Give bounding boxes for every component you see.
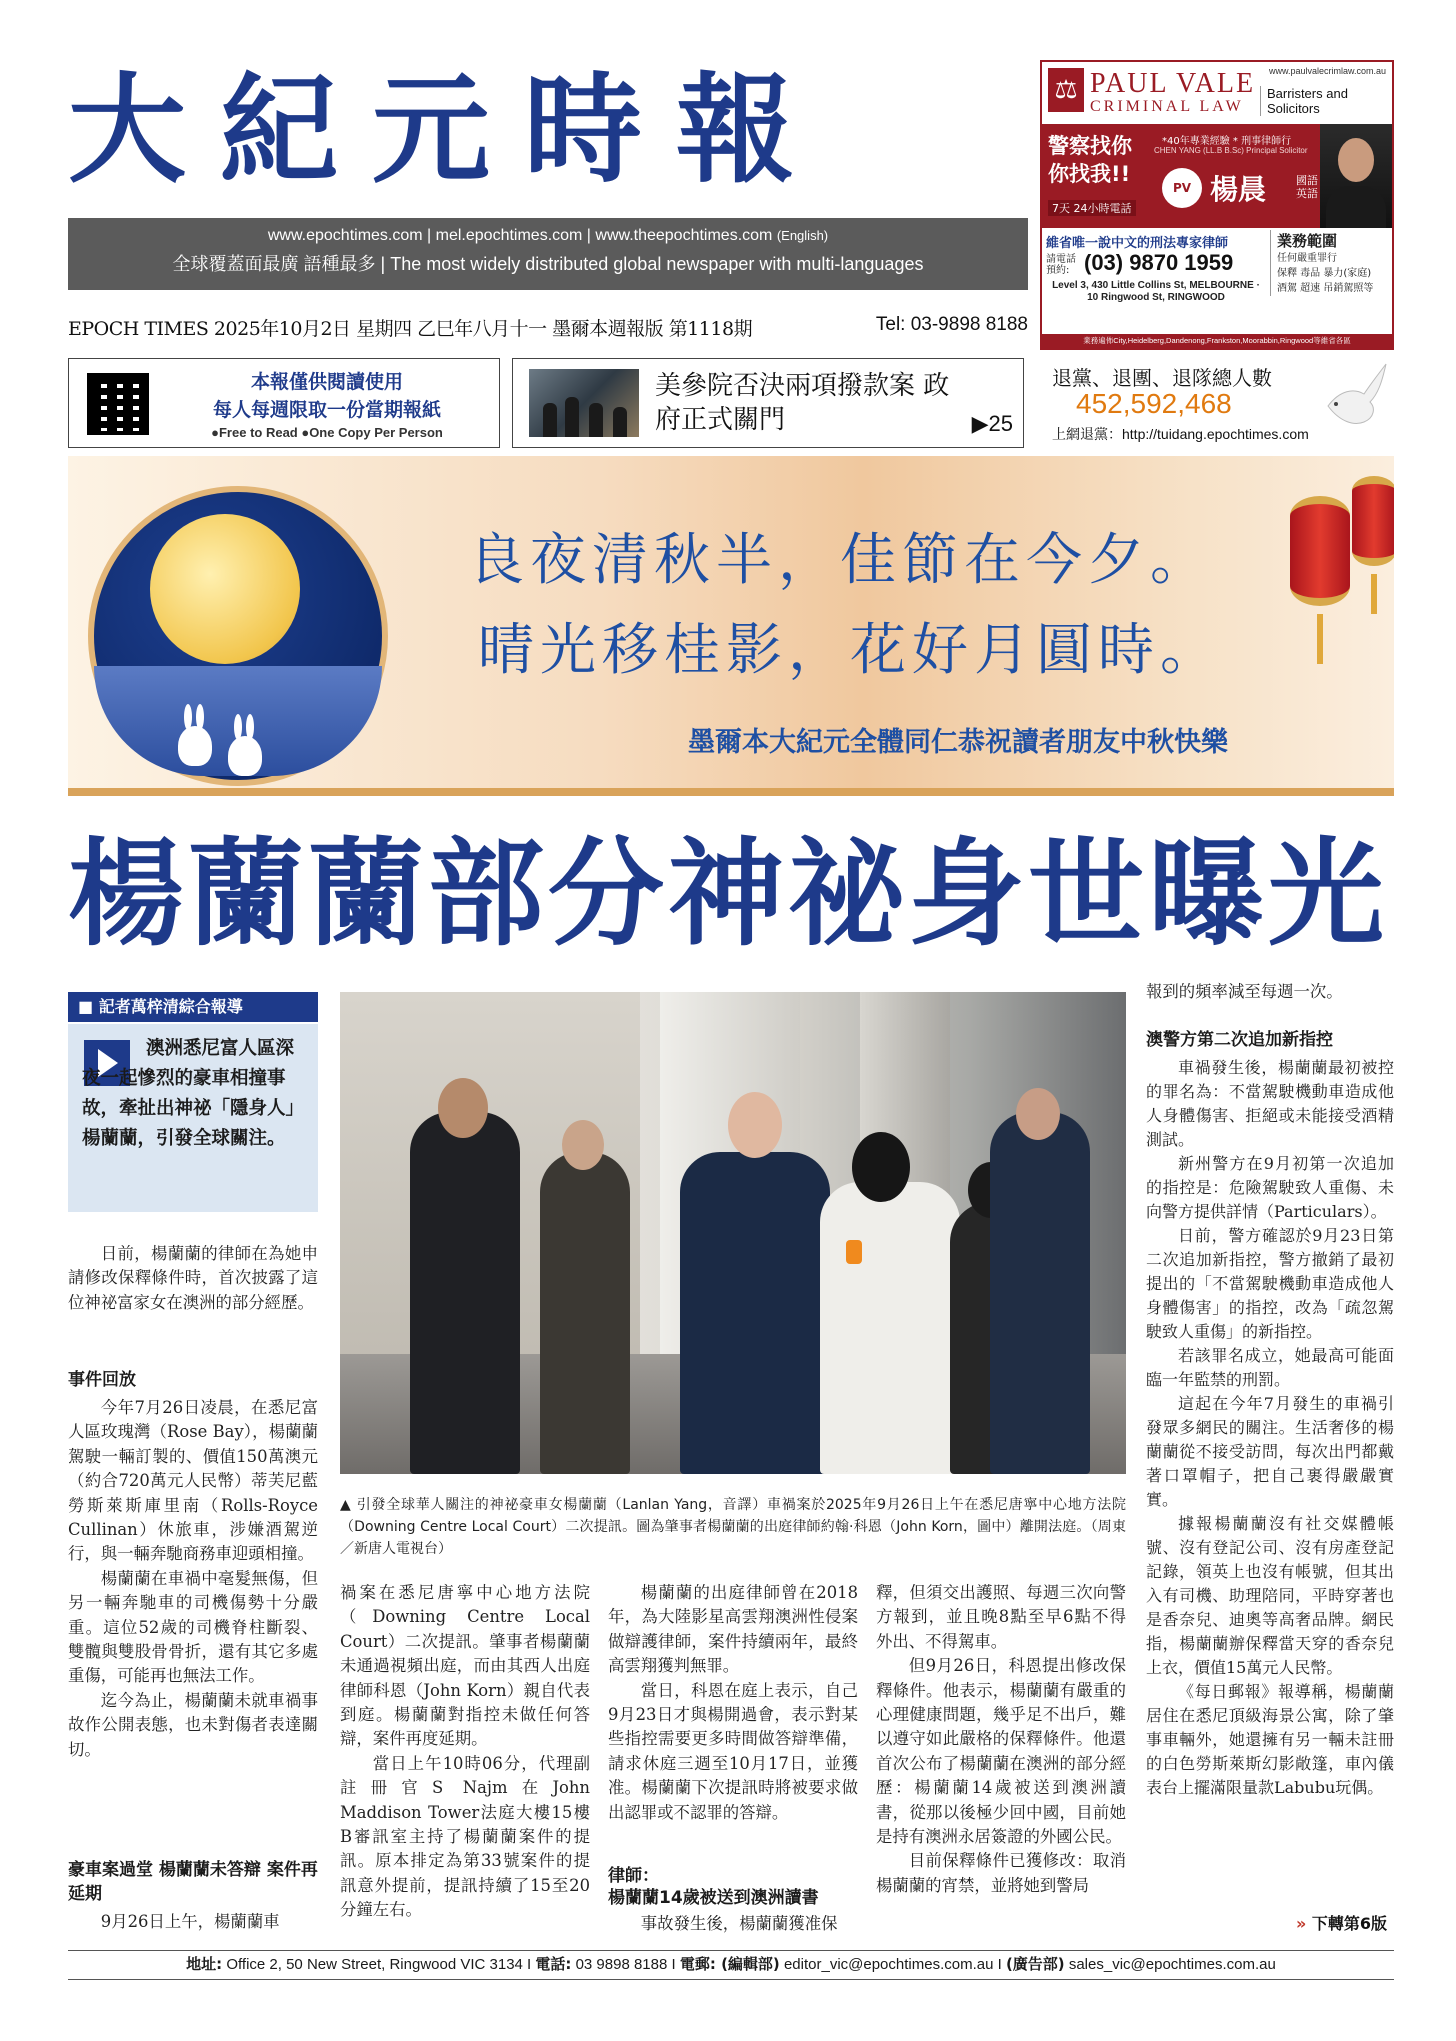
rabbit-icon (228, 736, 262, 776)
paragraph: 但9月26日，科恩提出修改保釋條件。他表示，楊蘭蘭有嚴重的心理健康問題，幾乎足不出戶，難以遵守如此嚴格的保釋條件。他還首次公布了楊蘭蘭在澳洲的部分經歷：楊蘭蘭14歲被送到澳洲讀書，從那以後極少回中國，目前她是持有澳洲永居簽證的外國公民。 (876, 1656, 1126, 1847)
dove-icon (1320, 360, 1390, 440)
paragraph: 楊蘭蘭的出庭律師曾在2018年，為大陸影星高雲翔澳洲性侵案做辯護律師，案件持續兩年，最終高雲翔獲判無罪。 (608, 1583, 858, 1676)
free-notice-line1: 本報僅供閱讀使用 (250, 371, 403, 393)
lantern-icon (1290, 496, 1350, 606)
lawyer-photo (1320, 124, 1392, 228)
service-item: 任何嚴重罪行 (1277, 253, 1337, 264)
ad-address: Level 3, 430 Little Collins St, MELBOURNE · 10 Ringwood St, RINGWOOD (1052, 280, 1260, 303)
paragraph: 車禍發生後，楊蘭蘭最初被控的罪名為：不當駕駛機動車造成他人身體傷害、拒絕或未能接受酒精測試。 (1146, 1058, 1394, 1149)
banner-border (68, 788, 1394, 796)
lead-text: 澳洲悉尼富人區深夜一起慘烈的豪車相撞事故，牽扯出神祕「隱身人」楊蘭蘭，引發全球關注。 (82, 1038, 305, 1149)
editor-email-label: 電郵: (編輯部) (679, 1955, 780, 1973)
paragraph: 《每日郵報》報導稱，楊蘭蘭居住在悉尼頂級海景公寓，除了肇事車輛外，她還擁有另一輛未註冊的白色勞斯萊斯幻影敞篷，車內儀表台上擺滿限量款Labubu玩偶。 (1146, 1682, 1394, 1797)
paragraph: 日前，楊蘭蘭的律師在為她申請修改保釋條件時，首次披露了這位神祕富家女在澳洲的部分經歷。 (68, 1244, 318, 1312)
firm-subtitle: CRIMINAL LAW (1090, 98, 1244, 115)
article-column-1-tail (68, 1910, 318, 1934)
paragraph: 報到的頻率減至每週一次。 (1146, 982, 1343, 1001)
teaser-page: ▶25 (971, 411, 1013, 436)
article-column-5 (1146, 980, 1394, 1004)
free-notice-line2: 每人每週限取一份當期報紙 (212, 399, 441, 421)
photo-caption: ▲ 引發全球華人關注的神祕豪車女楊蘭蘭（Lanlan Yang，音譯）車禍案於2025年9月26日上午在悉尼唐寧中心地方法院（Downing Centre Local Court）二次提訊。圖為肇事者楊蘭蘭的出庭律師約翰·科恩（John Korn，圖中）離開法庭。（周東／新唐人電視台） (340, 1497, 1126, 1557)
double-chevron-right-icon: » (1296, 1914, 1307, 1933)
masthead-title: 大紀元時報 (68, 61, 829, 199)
contact-footer (68, 1950, 1394, 1980)
address-label: 地址: (186, 1955, 223, 1973)
editor-email[interactable]: editor_vic@epochtimes.com.au I (779, 1956, 1006, 1973)
courthouse-photo (340, 992, 1126, 1474)
article-column-2 (340, 1581, 590, 1923)
english-note: (English) (776, 228, 829, 243)
free-notice-box (68, 358, 500, 448)
ad-services (1270, 230, 1388, 296)
phone-value: 03 9898 8188 I (571, 1956, 680, 1973)
paragraph: 今年7月26日凌晨，在悉尼富人區玫瑰灣（Rose Bay），楊蘭蘭駕駛一輛訂製的、價值150萬澳元（約合720萬元人民幣）蒂芙尼藍勞斯萊斯庫里南（Rolls-Royce Cullinan）休旅車，涉嫌酒駕逆行，與一輛奔馳商務車迎頭相撞。 (68, 1398, 318, 1564)
subhead-event-recap: 事件回放 (68, 1370, 136, 1390)
qr-code-icon[interactable] (87, 373, 149, 435)
moon-icon (150, 514, 300, 664)
scales-icon: ⚖ (1048, 68, 1084, 112)
article-column-1 (68, 1242, 318, 1315)
ad-phone[interactable]: (03) 9870 1959 (1084, 250, 1234, 275)
teaser-headline[interactable]: 美參院否決兩項撥款案 政府正式關門 (655, 371, 950, 435)
ad-footer: 業務遍佈City,Heidelberg,Dandenong,Frankston,Moorabbin,Ringwood等維省各區 (1042, 334, 1392, 348)
ad-hours: 7天 24小時電話 (1048, 200, 1136, 216)
lawyer-languages: 國語 英語 (1296, 174, 1318, 200)
firm-name: PAUL VALE (1090, 68, 1256, 99)
subhead-new-charges: 澳警方第二次追加新指控 (1146, 1030, 1333, 1050)
slogan: 全球覆蓋面最廣 語種最多 | The most widely distributed global newspaper with multi-languages (172, 254, 924, 274)
law-firm-ad[interactable] (1040, 60, 1394, 350)
poem-line-2: 晴光移桂影，花好月圓時。 (478, 618, 1222, 683)
tuidang-box (1036, 358, 1396, 448)
service-item: 酒駕 超速 吊銷駕照等 (1277, 283, 1374, 294)
firm-seal-icon: PV (1162, 168, 1202, 208)
paragraph: 當日，科恩在庭上表示，自己9月23日才與楊開過會，表示對某些指控需要更多時間做答辯準備，請求休庭三週至10月17日，並獲准。楊蘭蘭下次提訊時將被要求做出認罪或不認罪的答辯。 (608, 1680, 858, 1822)
services-title: 業務範圍 (1277, 232, 1338, 250)
paragraph: 禍案在悉尼唐寧中心地方法院（Downing Centre Local Court）二次提訊。肇事者楊蘭蘭未通過視頻出庭，而由其西人出庭律師科恩（John Korn）親自代表到庭。楊蘭蘭對指控未做任何答辯，案件再度延期。 (340, 1583, 590, 1749)
article-column-1-cont (68, 1396, 318, 1762)
paragraph: 釋，但須交出護照、每週三次向警方報到，並且晚8點至早6點不得外出、不得駕車。 (876, 1583, 1126, 1651)
paragraph: 楊蘭蘭在車禍中毫髮無傷，但另一輛奔馳車的司機傷勢十分嚴重。這位52歲的司機脊柱斷裂、雙髖與雙股骨骨折，還有其它多處重傷，可能再也無法工作。 (68, 1568, 318, 1686)
tuidang-link[interactable]: 上網退黨：http://tuidang.epochtimes.com (1052, 426, 1309, 442)
teaser-photo (529, 369, 639, 437)
address-value: Office 2, 50 New Street, Ringwood VIC 3134 I (222, 1956, 536, 1973)
main-headline: 楊蘭蘭部分神祕身世曝光 (68, 827, 1388, 962)
tuidang-count: 452,592,468 (1076, 388, 1232, 419)
article-column-5-cont (1146, 1056, 1394, 1800)
url-bar (68, 218, 1028, 290)
ad-experience: *40年專業經驗 * 刑事律師行 (1162, 136, 1292, 147)
paragraph: 9月26日上午，楊蘭蘭車 (100, 1912, 280, 1931)
issue-date: EPOCH TIMES 2025年10月2日 星期四 乙巳年八月十一 墨爾本週報版 第1118期 (68, 318, 753, 340)
continued-label: 下轉第6版 (1306, 1914, 1388, 1933)
subhead-lawyer: 楊蘭蘭14歲被送到澳洲讀書 (608, 1888, 819, 1908)
reporter-byline: ■ 記者萬梓清綜合報導 (68, 992, 318, 1022)
festival-greeting: 墨爾本大紀元全體同仁恭祝讀者朋友中秋快樂 (688, 727, 1228, 758)
paragraph: 若該罪名成立，她最高可能面臨一年監禁的刑罰。 (1146, 1346, 1394, 1389)
paragraph: 當日上午10時06分，代理副註冊官S Najm在John Maddison Tower法庭大樓15樓B審訊室主持了楊蘭蘭案件的提訊。原本排定為第33號案件的提訊意外提前，提訊持續了15至20分鐘左右。 (340, 1753, 590, 1920)
barristers-label: Barristers and Solicitors (1260, 86, 1360, 116)
paragraph: 這起在今年7月發生的車禍引發眾多網民的關注。生活奢侈的楊蘭蘭從不接受訪問，每次出門都戴著口罩帽子，把自己裹得嚴嚴實實。 (1146, 1394, 1394, 1509)
article-column-3 (608, 1581, 858, 1825)
paragraph: 新州警方在9月初第一次追加的指控是：危險駕駛致人重傷、未向警方提供詳情（Particulars）。 (1146, 1154, 1394, 1221)
ad-booking-label: 請電話預約: (1046, 254, 1076, 276)
firm-website[interactable]: www.paulvalecrimlaw.com.au (1268, 66, 1386, 76)
sales-email[interactable]: sales_vic@epochtimes.com.au (1064, 1956, 1276, 1973)
ad-call-to-action: 警察找你 你找我!! (1048, 134, 1132, 186)
phone-label: 電話: (535, 1955, 572, 1973)
service-item: 保釋 毒品 暴力(家庭) (1277, 268, 1372, 279)
ad-specialty: 維省唯一說中文的刑法專家律師 (1046, 236, 1229, 251)
paragraph: 事故發生後，楊蘭蘭獲准保 (640, 1914, 838, 1933)
continued-link[interactable] (1296, 1911, 1387, 1934)
paragraph: 迄今為止，楊蘭蘭未就車禍事故作公開表態，也未對傷者表達關切。 (68, 1690, 318, 1759)
ad-solicitor: CHEN YANG (LL.B B.Sc) Principal Solicitor (1154, 146, 1308, 155)
paragraph: 據報楊蘭蘭沒有社交媒體帳號、沒有登記公司、沒有房產登記記錄，領英上也沒有帳號，但其出入有司機、助理陪同，平時穿著也是香奈兒、迪奧等高奢品牌。網民指，楊蘭蘭辦保釋當天穿的香奈兒上衣，價值15萬元人民幣。 (1146, 1514, 1394, 1677)
article-column-3-tail (608, 1912, 858, 1936)
sales-email-label: (廣告部) (1005, 1955, 1065, 1973)
subhead-court: 豪車案過堂 楊蘭蘭未答辯 案件再延期 (68, 1860, 318, 1904)
rabbit-icon (178, 726, 212, 766)
newsroom-phone: Tel: 03-9898 8188 (875, 314, 1028, 335)
tuidang-label: 退黨、退團、退隊總人數 (1052, 366, 1272, 390)
paragraph: 日前，警方確認於9月23日第二次追加新指控，警方撤銷了最初提出的「不當駕駛機動車造成他人身體傷害」的指控，改為「疏忽駕駛致人重傷」的新指控。 (1146, 1226, 1394, 1341)
lantern-tassel (1317, 614, 1323, 664)
site-links[interactable]: www.epochtimes.com | mel.epochtimes.com | www.theepochtimes.com (267, 227, 773, 244)
subhead-lawyer-label: 律師： (608, 1866, 659, 1886)
paragraph: 目前保釋條件已獲修改：取消楊蘭蘭的宵禁，並將她到警局 (876, 1851, 1126, 1895)
poem-line-1: 良夜清秋半，佳節在今夕。 (468, 528, 1212, 593)
dateline (68, 314, 1028, 342)
mid-autumn-banner (68, 456, 1394, 796)
lantern-tassel (1371, 574, 1377, 614)
article-column-4 (876, 1581, 1126, 1898)
free-notice-line3: ●Free to Read ●One Copy Per Person (211, 425, 443, 440)
lawyer-name: 楊晨 (1210, 173, 1267, 206)
lantern-icon (1352, 476, 1394, 566)
teaser-box[interactable] (512, 358, 1024, 448)
lead-box (68, 1024, 318, 1212)
